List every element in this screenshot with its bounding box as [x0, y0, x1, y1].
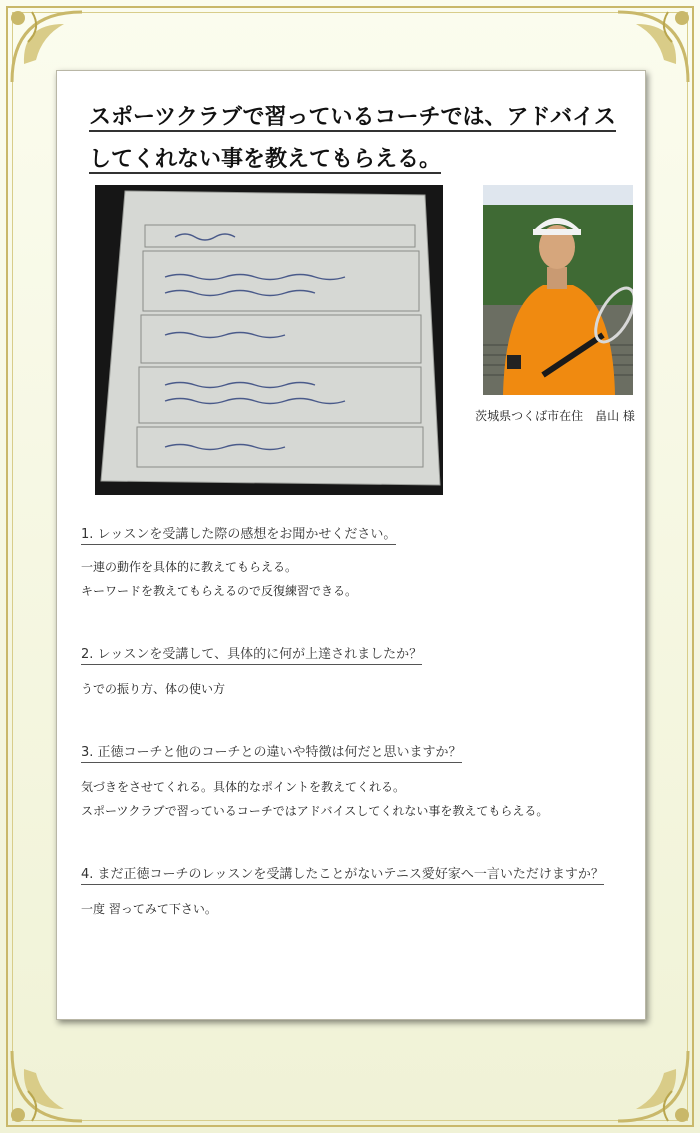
- question-1: 1. レッスンを受講した際の感想をお聞かせください。: [81, 523, 396, 545]
- question-2: 2. レッスンを受講して、具体的に何が上達されましたか？: [81, 643, 422, 665]
- customer-photo: [483, 185, 633, 395]
- answer-1-line-2: キーワードを教えてもらえるので反復練習できる。: [81, 584, 358, 598]
- answer-2-line-1: うでの振り方、体の使い方: [81, 682, 226, 696]
- answer-2: [81, 677, 225, 701]
- answer-1: [81, 555, 357, 603]
- question-4: 4. まだ正徳コーチのレッスンを受講したことがないテニス愛好家へ一言いただけますか？: [81, 863, 604, 885]
- answer-3-line-1: 気づきをさせてくれる。具体的なポイントを教えてくれる。: [81, 780, 406, 794]
- answer-3: [81, 775, 548, 823]
- questionnaire-photo: [95, 185, 443, 495]
- customer-caption: 茨城県つくば市在住 畠山 様: [475, 409, 635, 423]
- headline-text: スポーツクラブで習っているコーチでは、アドバイスしてくれない事を教えてもらえる。: [89, 105, 616, 172]
- answer-4: [81, 897, 217, 921]
- answer-3-line-2: スポーツクラブで習っているコーチではアドバイスしてくれない事を教えてもらえる。: [81, 804, 549, 818]
- question-3: 3. 正徳コーチと他のコーチとの違いや特徴は何だと思いますか？: [81, 741, 462, 763]
- headline: [89, 97, 629, 181]
- answer-4-line-1: 一度 習ってみて下さい。: [81, 902, 217, 916]
- corner-ornament-bottom-left: [2, 1041, 92, 1131]
- testimonial-sheet: [56, 70, 646, 1020]
- corner-ornament-bottom-right: [608, 1041, 698, 1131]
- answer-1-line-1: 一連の動作を具体的に教えてもらえる。: [81, 560, 298, 574]
